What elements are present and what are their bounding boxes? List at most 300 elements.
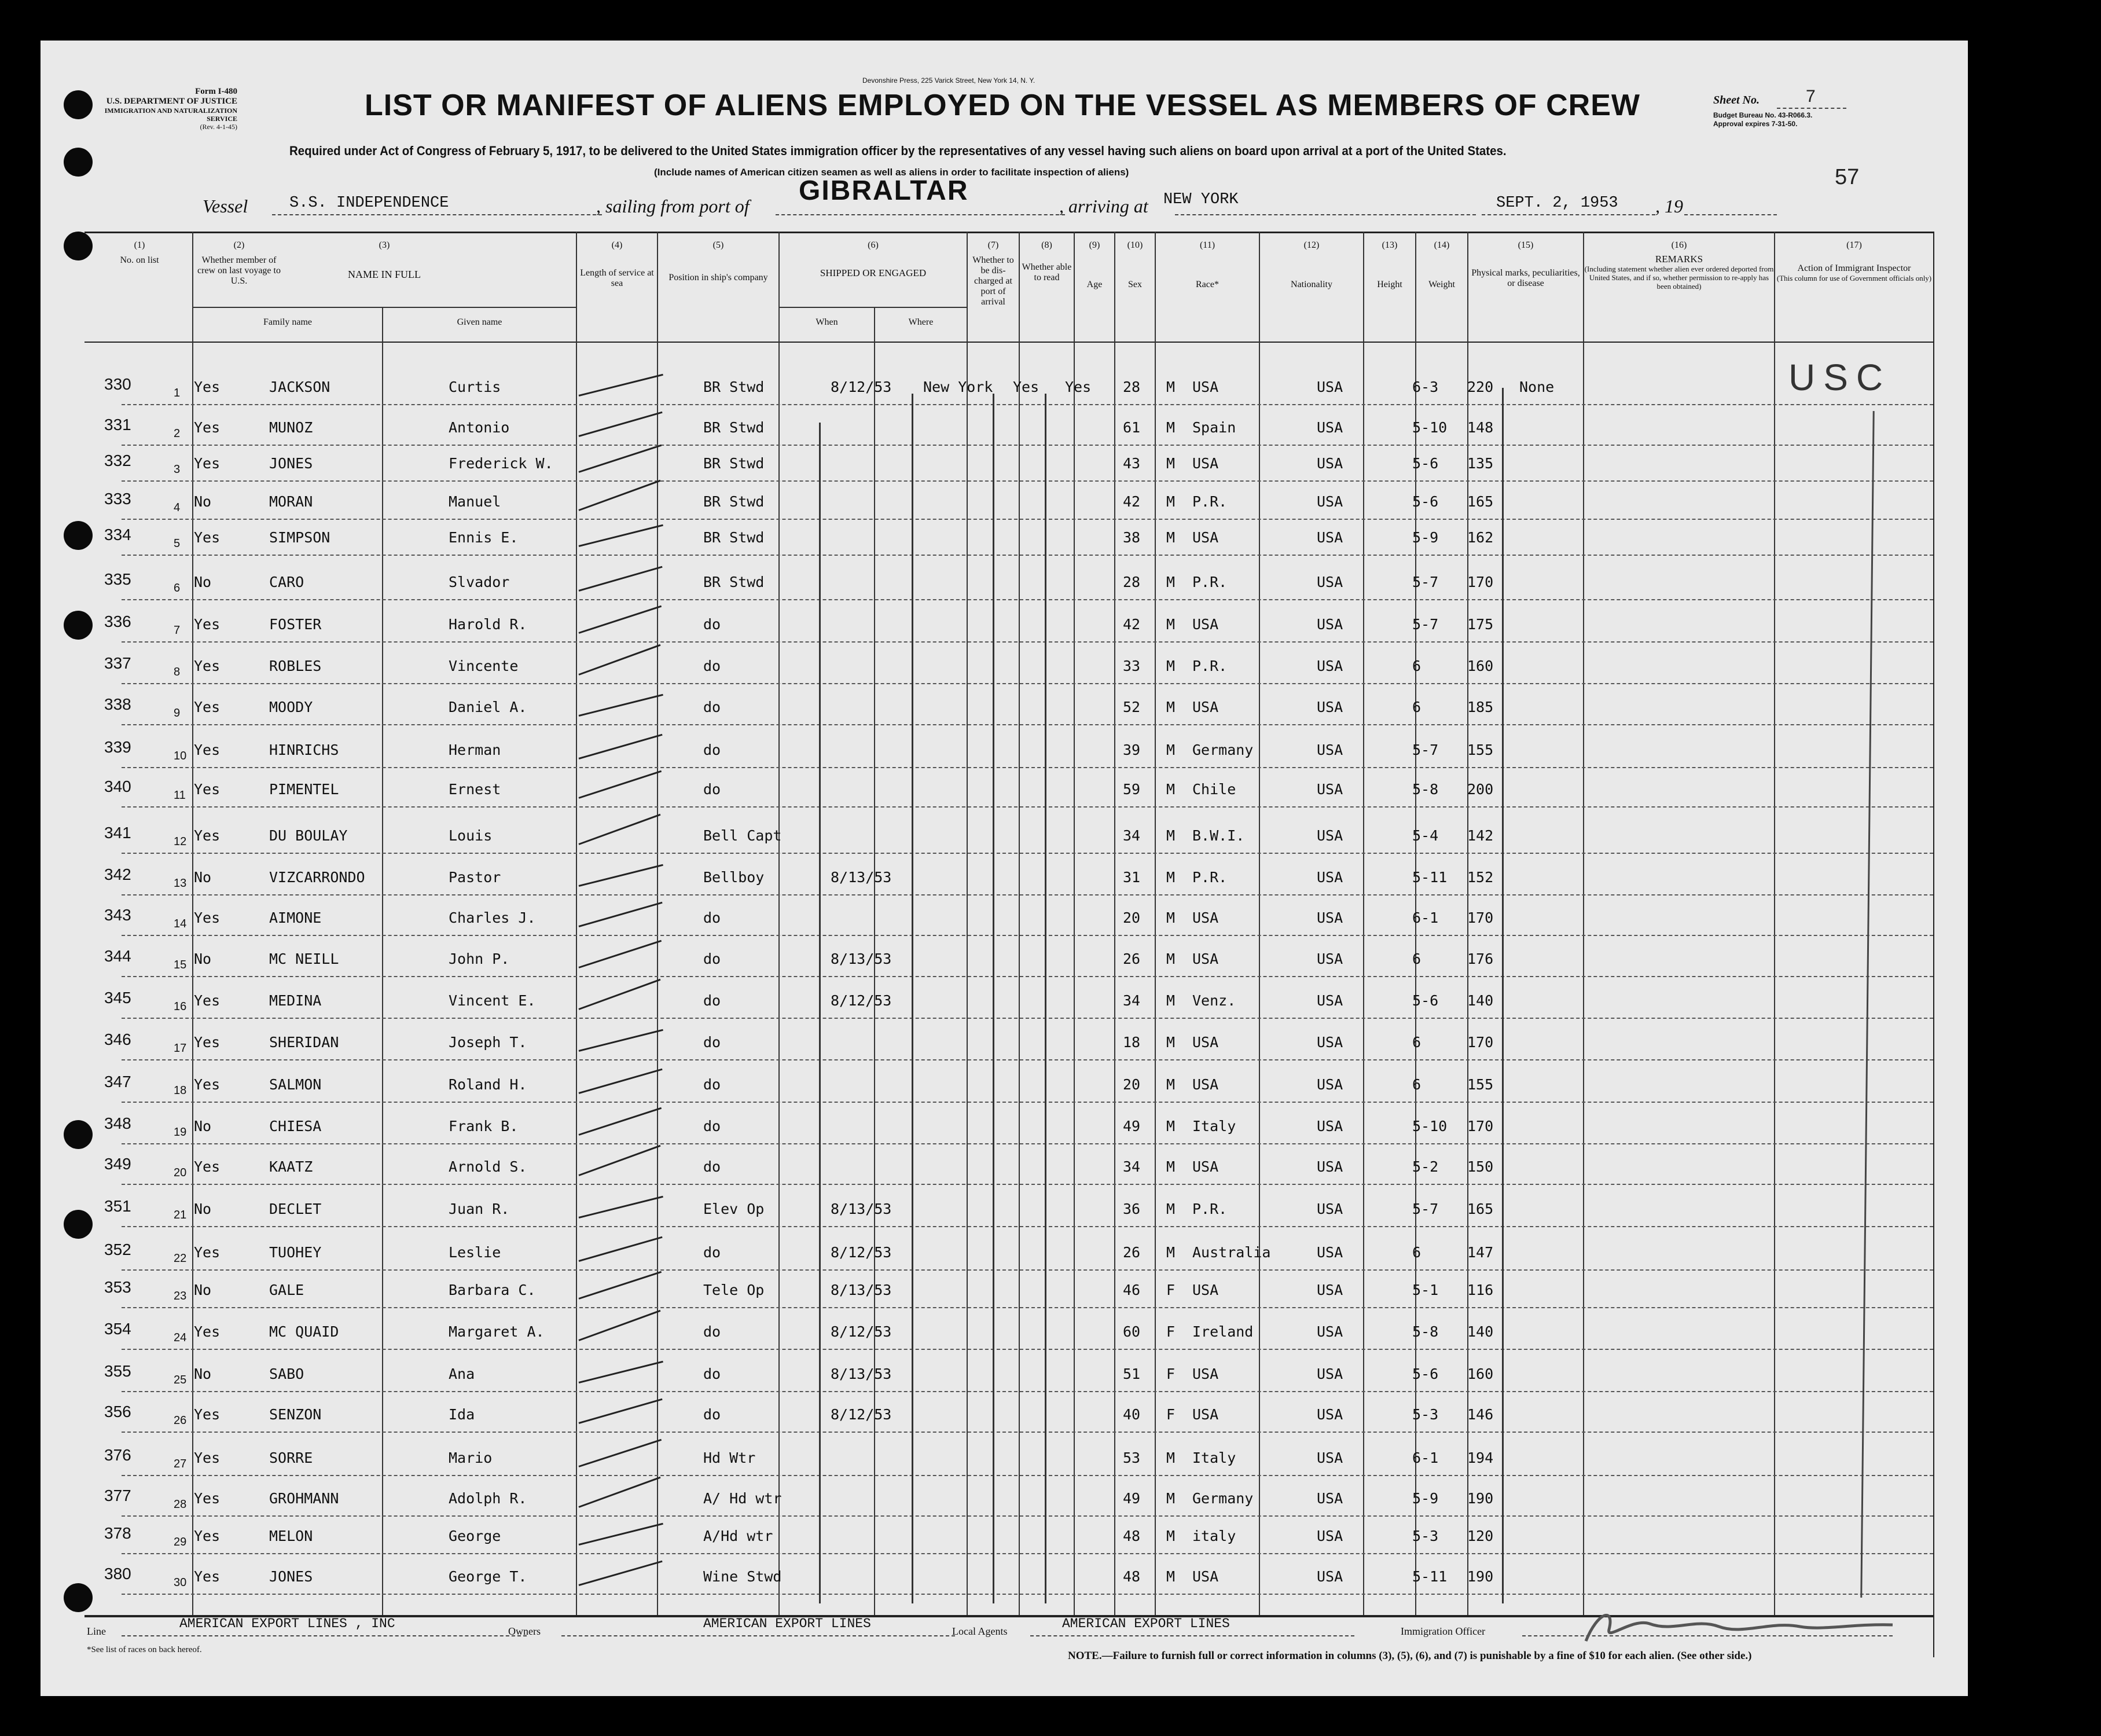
height-cell: 6	[1412, 1244, 1422, 1261]
family-name-header: Family name	[263, 317, 312, 327]
last-voyage-cell: No	[194, 1366, 212, 1382]
list-number-handwritten: 351	[104, 1197, 131, 1215]
family-name-cell: SENZON	[269, 1406, 322, 1423]
row-dotted-rule	[122, 599, 1933, 600]
list-number-handwritten: 377	[104, 1487, 131, 1504]
agents-underline	[1030, 1635, 1354, 1636]
sex-cell: M	[1166, 1201, 1176, 1217]
year-label: , 19	[1655, 196, 1683, 216]
last-voyage-cell: No	[194, 950, 212, 967]
list-number-handwritten: 335	[104, 570, 131, 588]
shipped-when-cell: 8/13/53	[831, 869, 892, 886]
family-name-cell: MC QUAID	[269, 1323, 339, 1340]
race-cell: USA	[1192, 1076, 1219, 1093]
row-dotted-rule	[122, 1432, 1933, 1433]
last-voyage-cell: Yes	[194, 455, 221, 472]
height-cell: 5-3	[1412, 1528, 1439, 1544]
height-cell: 5-10	[1412, 1118, 1448, 1135]
family-name-cell: MEDINA	[269, 992, 322, 1009]
sex-cell: M	[1166, 699, 1176, 715]
age-cell: 36	[1123, 1201, 1141, 1217]
race-cell: P.R.	[1192, 658, 1228, 674]
sailing-underline	[776, 214, 1065, 215]
weight-cell: 146	[1467, 1406, 1494, 1423]
race-cell: italy	[1192, 1528, 1236, 1544]
sex-cell: M	[1166, 1568, 1176, 1585]
list-number-handwritten: 346	[104, 1030, 131, 1048]
agents-value: AMERICAN EXPORT LINES	[1062, 1616, 1230, 1631]
line-value: AMERICAN EXPORT LINES , INC	[179, 1616, 395, 1631]
approval-expires: Approval expires 7-31-50.	[1713, 120, 1798, 128]
table-row	[104, 854, 1933, 895]
family-name-cell: HINRICHS	[269, 742, 339, 758]
race-cell: USA	[1192, 1034, 1219, 1051]
last-voyage-cell: No	[194, 869, 212, 886]
position-cell: do	[703, 1406, 721, 1423]
col4-header: (4) Length of service at sea	[580, 240, 654, 288]
row-number: 6	[174, 582, 181, 594]
family-name-cell: GALE	[269, 1282, 304, 1298]
height-cell: 5-6	[1412, 455, 1439, 472]
sex-cell: M	[1166, 574, 1176, 590]
nationality-cell: USA	[1317, 1076, 1343, 1093]
last-voyage-cell: Yes	[194, 1158, 221, 1175]
height-cell: 5-11	[1412, 1568, 1448, 1585]
table-row	[104, 514, 1933, 556]
last-voyage-cell: No	[194, 1282, 212, 1298]
agents-label: Local Agents	[952, 1625, 1008, 1637]
shipped-when-cell: 8/13/53	[831, 1366, 892, 1382]
row-number: 15	[174, 959, 187, 971]
row-number: 10	[174, 750, 187, 762]
height-cell: 5-6	[1412, 992, 1439, 1009]
sex-cell: M	[1166, 616, 1176, 633]
where-header: Where	[908, 317, 934, 327]
owners-underline	[561, 1635, 955, 1636]
given-name-cell: George	[449, 1528, 501, 1544]
weight-cell: 147	[1467, 1244, 1494, 1261]
last-voyage-cell: Yes	[194, 699, 221, 715]
height-cell: 6-3	[1412, 379, 1439, 395]
weight-cell: 148	[1467, 419, 1494, 436]
weight-cell: 170	[1467, 909, 1494, 926]
height-cell: 5-7	[1412, 1201, 1439, 1217]
last-voyage-cell: Yes	[194, 379, 221, 395]
given-name-cell: Ida	[449, 1406, 475, 1423]
family-name-cell: MUNOZ	[269, 419, 313, 436]
vessel-underline	[272, 214, 602, 215]
nationality-cell: USA	[1317, 699, 1343, 715]
sex-cell: M	[1166, 379, 1176, 395]
shipped-when-cell: 8/13/53	[831, 950, 892, 967]
list-number-handwritten: 339	[104, 738, 131, 756]
punch-hole	[64, 90, 93, 119]
row-number: 19	[174, 1126, 187, 1139]
nationality-cell: USA	[1317, 455, 1343, 472]
height-cell: 5-9	[1412, 529, 1439, 546]
nationality-cell: USA	[1317, 1244, 1343, 1261]
nationality-cell: USA	[1317, 1568, 1343, 1585]
race-cell: USA	[1192, 379, 1219, 395]
given-name-cell: Arnold S.	[449, 1158, 527, 1175]
row-number: 28	[174, 1498, 187, 1511]
height-cell: 6-1	[1412, 909, 1439, 926]
col6-header: (6) SHIPPED OR ENGAGED	[820, 240, 927, 278]
list-number-handwritten: 353	[104, 1278, 131, 1296]
family-name-cell: VIZCARRONDO	[269, 869, 365, 886]
sex-cell: M	[1166, 1528, 1176, 1544]
weight-cell: 170	[1467, 1034, 1494, 1051]
nationality-cell: USA	[1317, 1201, 1343, 1217]
race-cell: USA	[1192, 1568, 1219, 1585]
race-cell: USA	[1192, 1366, 1219, 1382]
height-cell: 6	[1412, 1034, 1422, 1051]
list-number-handwritten: 340	[104, 777, 131, 795]
col11-header: (11) Race*	[1196, 240, 1219, 289]
age-cell: 34	[1123, 1158, 1141, 1175]
given-name-cell: Margaret A.	[449, 1323, 545, 1340]
discharged-cell: Yes	[1013, 379, 1040, 395]
sex-cell: M	[1166, 1076, 1176, 1093]
table-row	[104, 766, 1933, 808]
list-number-handwritten: 337	[104, 654, 131, 672]
given-name-cell: Leslie	[449, 1244, 501, 1261]
last-voyage-cell: Yes	[194, 909, 221, 926]
family-name-cell: ROBLES	[269, 658, 322, 674]
list-number-handwritten: 334	[104, 526, 131, 544]
list-number-handwritten: 330	[104, 375, 131, 393]
last-voyage-cell: No	[194, 493, 212, 510]
family-name-cell: MORAN	[269, 493, 313, 510]
nationality-cell: USA	[1317, 1034, 1343, 1051]
table-row	[104, 1019, 1933, 1060]
row-number: 2	[174, 427, 181, 440]
position-cell: do	[703, 699, 721, 715]
family-name-cell: AIMONE	[269, 909, 322, 926]
nationality-cell: USA	[1317, 616, 1343, 633]
family-name-cell: CARO	[269, 574, 304, 590]
penalty-note: NOTE.—Failure to furnish full or correct information in columns (3), (5), (6), and (7) is punishable by a fine of $10 for each alien. (See other side.)	[1068, 1650, 1752, 1662]
given-name-cell: Herman	[449, 742, 501, 758]
row-dotted-rule	[122, 1349, 1933, 1350]
position-cell: Bellboy	[703, 869, 765, 886]
nationality-cell: USA	[1317, 781, 1343, 798]
age-cell: 18	[1123, 1034, 1141, 1051]
year-underline	[1684, 214, 1777, 215]
weight-cell: 150	[1467, 1158, 1494, 1175]
row-number: 3	[174, 463, 181, 476]
given-name-cell: Frederick W.	[449, 455, 553, 472]
list-number-handwritten: 336	[104, 612, 131, 630]
row-number: 27	[174, 1458, 187, 1470]
race-cell: USA	[1192, 909, 1219, 926]
weight-cell: 190	[1467, 1490, 1494, 1507]
race-cell: Italy	[1192, 1118, 1236, 1135]
last-voyage-cell: Yes	[194, 529, 221, 546]
family-name-cell: DECLET	[269, 1201, 322, 1217]
form-dept: U.S. DEPARTMENT OF JUSTICE	[106, 97, 237, 106]
last-voyage-cell: Yes	[194, 781, 221, 798]
list-number-handwritten: 331	[104, 416, 131, 434]
race-cell: Germany	[1192, 1490, 1254, 1507]
owners-value: AMERICAN EXPORT LINES	[703, 1616, 871, 1631]
family-name-cell: DU BOULAY	[269, 827, 348, 844]
age-cell: 20	[1123, 1076, 1141, 1093]
race-cell: P.R.	[1192, 869, 1228, 886]
age-cell: 59	[1123, 781, 1141, 798]
age-cell: 42	[1123, 616, 1141, 633]
family-name-cell: JACKSON	[269, 379, 330, 395]
table-row	[104, 1061, 1933, 1103]
given-name-cell: Frank B.	[449, 1118, 519, 1135]
list-number-handwritten: 341	[104, 824, 131, 842]
row-number: 22	[174, 1252, 187, 1265]
sailing-label: , sailing from port of	[596, 196, 750, 216]
position-cell: do	[703, 781, 721, 798]
budget-bureau: Budget Bureau No. 43-R066.3.	[1713, 111, 1813, 119]
position-cell: do	[703, 1034, 721, 1051]
given-name-cell: Louis	[449, 827, 493, 844]
position-cell: Tele Op	[703, 1282, 765, 1298]
age-cell: 42	[1123, 493, 1141, 510]
row-dotted-rule	[122, 1226, 1933, 1227]
when-header: When	[816, 317, 838, 327]
age-cell: 43	[1123, 455, 1141, 472]
last-voyage-cell: Yes	[194, 992, 221, 1009]
nationality-cell: USA	[1317, 1528, 1343, 1544]
inspector-mark: USC	[1788, 357, 1891, 398]
weight-cell: 155	[1467, 742, 1494, 758]
col15-header: (15) Physical marks, peculiarities, or disease	[1471, 240, 1580, 288]
position-cell: do	[703, 992, 721, 1009]
weight-cell: 185	[1467, 699, 1494, 715]
manifest-sheet	[41, 41, 1968, 1696]
age-cell: 28	[1123, 574, 1141, 590]
last-voyage-cell: No	[194, 1118, 212, 1135]
col7-header: (7) Whether to be dis-charged at port of arrival	[972, 240, 1014, 307]
given-name-cell: Charles J.	[449, 909, 536, 926]
height-cell: 5-3	[1412, 1406, 1439, 1423]
weight-cell: 116	[1467, 1282, 1494, 1298]
col10-header: (10) Sex	[1127, 240, 1143, 289]
given-name-cell: Vincent E.	[449, 992, 536, 1009]
arrival-date: SEPT. 2, 1953	[1496, 194, 1618, 212]
race-cell: Spain	[1192, 419, 1236, 436]
position-cell: do	[703, 658, 721, 674]
list-number-handwritten: 332	[104, 452, 131, 469]
row-number: 12	[174, 835, 187, 848]
list-number-handwritten: 352	[104, 1240, 131, 1258]
race-cell: P.R.	[1192, 1201, 1228, 1217]
age-cell: 26	[1123, 950, 1141, 967]
age-cell: 48	[1123, 1568, 1141, 1585]
nationality-cell: USA	[1317, 379, 1343, 395]
sex-cell: M	[1166, 1158, 1176, 1175]
table-row	[104, 1391, 1933, 1433]
arriving-underline	[1175, 214, 1476, 215]
sex-cell: M	[1166, 658, 1176, 674]
given-name-cell: Curtis	[449, 379, 501, 395]
sex-cell: M	[1166, 742, 1176, 758]
weight-cell: 165	[1467, 1201, 1494, 1217]
vessel-name: S.S. INDEPENDENCE	[289, 194, 449, 212]
given-name-cell: Ana	[449, 1366, 475, 1382]
form-subnote: (Include names of American citizen seamen as well as aliens in order to facilitate inspection of aliens)	[654, 167, 1129, 178]
table-row	[104, 559, 1933, 600]
race-cell: USA	[1192, 529, 1219, 546]
sex-cell: M	[1166, 1118, 1176, 1135]
list-number-handwritten: 333	[104, 490, 131, 508]
header-bottom-rule	[85, 342, 1933, 343]
given-name-cell: Roland H.	[449, 1076, 527, 1093]
list-number-handwritten: 347	[104, 1073, 131, 1091]
position-cell: do	[703, 1158, 721, 1175]
table-row	[104, 726, 1933, 768]
last-voyage-cell: Yes	[194, 1034, 221, 1051]
age-cell: 61	[1123, 419, 1141, 436]
last-voyage-cell: No	[194, 1201, 212, 1217]
col12-header: (12) Nationality	[1291, 240, 1332, 289]
col17-header: (17) Action of Immigrant Inspector (This column for use of Government officials only)	[1776, 240, 1932, 282]
sex-cell: M	[1166, 1449, 1176, 1466]
family-name-cell: KAATZ	[269, 1158, 313, 1175]
punch-hole	[64, 148, 93, 177]
last-voyage-cell: Yes	[194, 1568, 221, 1585]
last-voyage-cell: Yes	[194, 1528, 221, 1544]
age-cell: 20	[1123, 909, 1141, 926]
nationality-cell: USA	[1317, 909, 1343, 926]
nationality-cell: USA	[1317, 950, 1343, 967]
position-cell: BR Stwd	[703, 493, 765, 510]
nationality-cell: USA	[1317, 992, 1343, 1009]
family-name-cell: MC NEILL	[269, 950, 339, 967]
officer-label: Immigration Officer	[1401, 1625, 1486, 1637]
shipped-when-cell: 8/13/53	[831, 1282, 892, 1298]
sex-cell: M	[1166, 950, 1176, 967]
height-cell: 5-6	[1412, 493, 1439, 510]
row-number: 5	[174, 537, 181, 550]
col14-header: (14) Weight	[1428, 240, 1455, 289]
nationality-cell: USA	[1317, 574, 1343, 590]
row-number: 21	[174, 1209, 187, 1221]
height-cell: 6-1	[1412, 1449, 1439, 1466]
row-number: 17	[174, 1042, 187, 1055]
nationality-cell: USA	[1317, 493, 1343, 510]
nationality-cell: USA	[1317, 1406, 1343, 1423]
row-number: 30	[174, 1576, 187, 1589]
shipped-when-cell: 8/13/53	[831, 1201, 892, 1217]
position-cell: do	[703, 1118, 721, 1135]
list-number-handwritten: 342	[104, 865, 131, 883]
position-cell: A/Hd wtr	[703, 1528, 773, 1544]
position-cell: Hd Wtr	[703, 1449, 756, 1466]
sex-cell: F	[1166, 1323, 1176, 1340]
ditto-line-when	[819, 423, 821, 1603]
col9-header: (9) Age	[1086, 240, 1103, 289]
row-dotted-rule	[122, 1059, 1933, 1060]
position-cell: Bell Capt	[703, 827, 782, 844]
list-number-handwritten: 380	[104, 1565, 131, 1583]
table-row	[104, 1350, 1933, 1392]
age-cell: 34	[1123, 992, 1141, 1009]
sex-cell: M	[1166, 781, 1176, 798]
given-name-cell: Adolph R.	[449, 1490, 527, 1507]
ditto-line-read	[1045, 394, 1046, 1603]
list-number-handwritten: 345	[104, 989, 131, 1007]
age-cell: 52	[1123, 699, 1141, 715]
family-name-cell: MOODY	[269, 699, 313, 715]
list-number-handwritten: 356	[104, 1403, 131, 1421]
nationality-cell: USA	[1317, 658, 1343, 674]
officer-signature	[1580, 1601, 1904, 1647]
list-number-handwritten: 344	[104, 947, 131, 965]
position-cell: A/ Hd wtr	[703, 1490, 782, 1507]
height-cell: 5-10	[1412, 419, 1448, 436]
nationality-cell: USA	[1317, 742, 1343, 758]
height-cell: 6	[1412, 950, 1422, 967]
sex-cell: M	[1166, 455, 1176, 472]
given-name-cell: Pastor	[449, 869, 501, 886]
row-number: 29	[174, 1536, 187, 1548]
col8-header: (8) Whether able to read	[1022, 240, 1072, 282]
shipped-subheader-rule	[778, 307, 967, 308]
table-row	[104, 1186, 1933, 1227]
sex-cell: M	[1166, 992, 1176, 1009]
row-number: 23	[174, 1290, 187, 1302]
sheet-number: 7	[1806, 87, 1816, 106]
last-voyage-cell: No	[194, 574, 212, 590]
row-number: 9	[174, 707, 181, 720]
nationality-cell: USA	[1317, 419, 1343, 436]
last-voyage-cell: Yes	[194, 1076, 221, 1093]
position-cell: do	[703, 1366, 721, 1382]
list-number-handwritten: 378	[104, 1524, 131, 1542]
weight-cell: 120	[1467, 1528, 1494, 1544]
race-cell: Venz.	[1192, 992, 1236, 1009]
given-name-cell: Harold R.	[449, 616, 527, 633]
table-row	[104, 1103, 1933, 1144]
table-row	[104, 440, 1933, 482]
given-name-cell: Antonio	[449, 419, 510, 436]
row-number: 13	[174, 877, 187, 890]
weight-cell: 155	[1467, 1076, 1494, 1093]
row-number: 14	[174, 917, 187, 930]
row-number: 18	[174, 1084, 187, 1097]
weight-cell: 140	[1467, 1323, 1494, 1340]
form-service: IMMIGRATION AND NATURALIZATION SERVICE	[104, 107, 237, 123]
race-cell: Australia	[1192, 1244, 1271, 1261]
age-cell: 26	[1123, 1244, 1141, 1261]
given-name-cell: Ennis E.	[449, 529, 519, 546]
ditto-line-marks	[1502, 388, 1504, 1603]
nationality-cell: USA	[1317, 869, 1343, 886]
race-cell: P.R.	[1192, 574, 1228, 590]
table-row	[104, 1229, 1933, 1271]
age-cell: 34	[1123, 827, 1141, 844]
table-row	[104, 1475, 1933, 1517]
family-name-cell: TUOHEY	[269, 1244, 322, 1261]
sex-cell: M	[1166, 419, 1176, 436]
table-row	[104, 643, 1933, 684]
sheet-label: Sheet No.	[1713, 94, 1760, 107]
row-number: 7	[174, 624, 181, 637]
col13-header: (13) Height	[1377, 240, 1402, 289]
nationality-cell: USA	[1317, 1158, 1343, 1175]
weight-cell: 160	[1467, 658, 1494, 674]
height-cell: 6	[1412, 1076, 1422, 1093]
race-cell: Ireland	[1192, 1323, 1254, 1340]
nationality-cell: USA	[1317, 1323, 1343, 1340]
